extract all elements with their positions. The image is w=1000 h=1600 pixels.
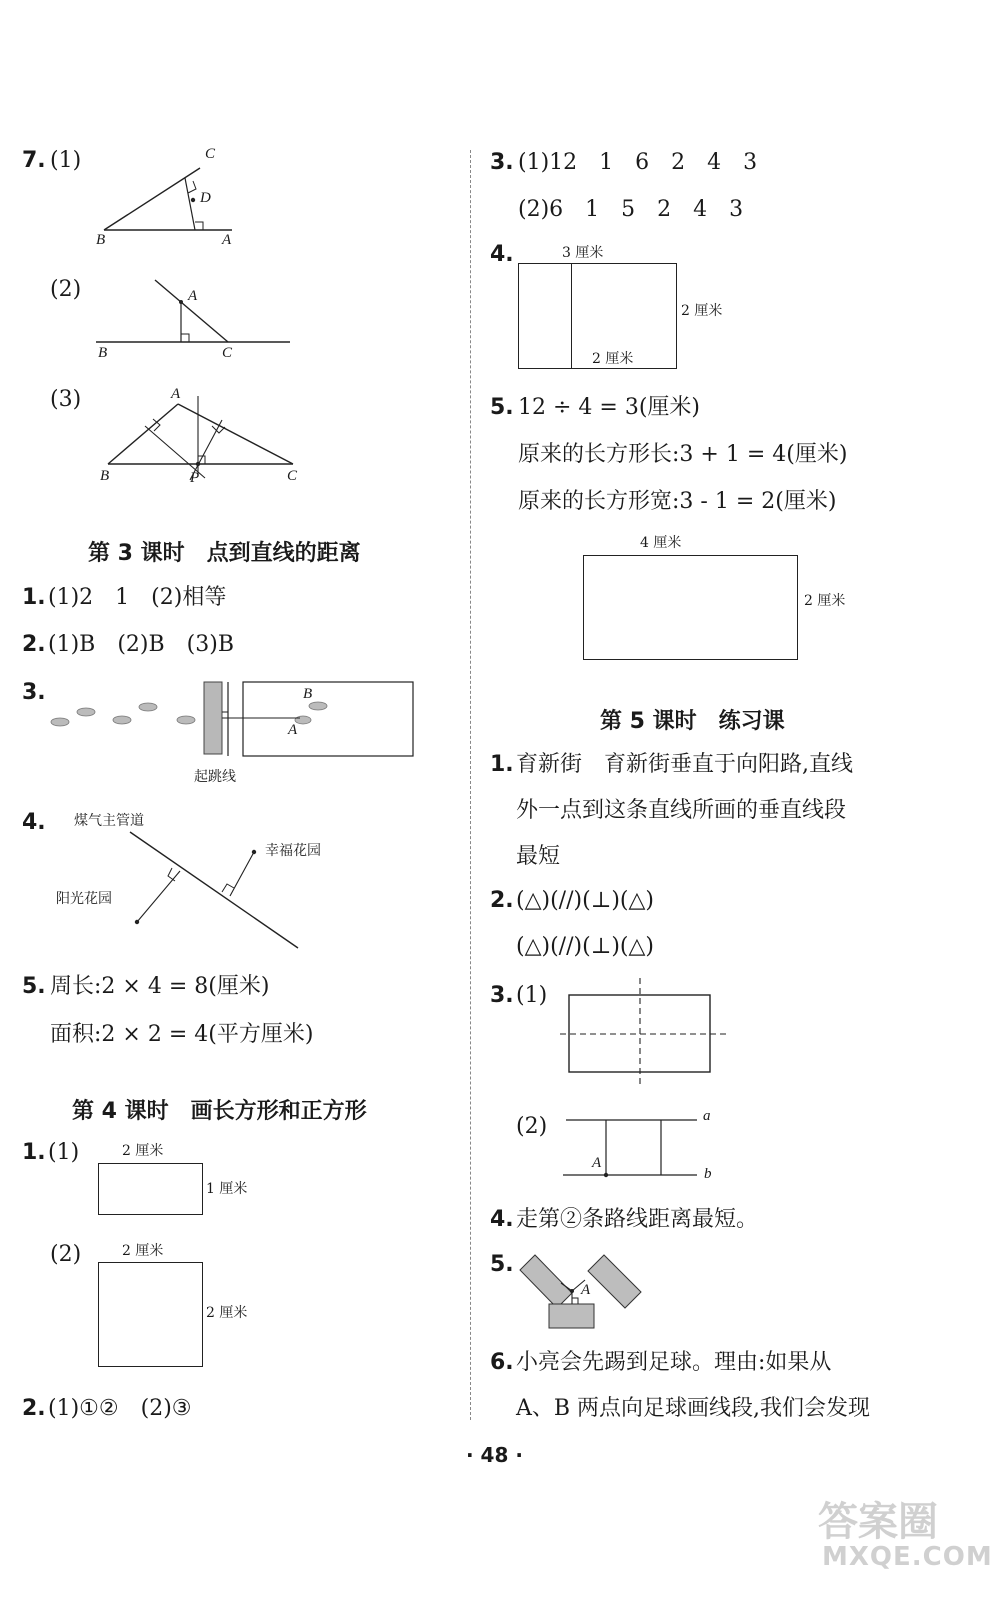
l5-q3-part2-label: (2) (516, 1114, 548, 1139)
l4-q1-number: 1. (22, 1140, 46, 1165)
l5-q3-label-A: A (592, 1155, 602, 1171)
l5-q3-label-b: b (704, 1166, 712, 1182)
r-q5-line2: 原来的长方形长:3 + 1 = 4(厘米) (518, 442, 848, 467)
watermark-logo: 答案圈 (818, 1499, 938, 1545)
q7-part1-label: (1) (50, 148, 82, 173)
l3-q5-line1: 周长:2 × 4 = 8(厘米) (50, 974, 270, 999)
q7-fig3-label-c: C (287, 468, 298, 484)
page-number: · 48 · (466, 1443, 523, 1467)
l3-q4-number: 4. (22, 810, 46, 835)
q7-number: 7. (22, 148, 46, 173)
q7-fig2-label-c: C (222, 345, 233, 361)
r-q4-top-label: 3 厘米 (562, 245, 604, 261)
l4-q2-answer: (1)①② (2)③ (48, 1396, 192, 1421)
l4-q1-rect2-side: 2 厘米 (206, 1305, 248, 1321)
q7-fig2-label-b: B (98, 345, 108, 361)
q7-part2-label: (2) (50, 277, 82, 302)
l5-q4-number: 4. (490, 1207, 514, 1232)
l3-q2-answer: (1)B (2)B (3)B (48, 632, 234, 657)
l3-q4-xingfu-label: 幸福花园 (265, 843, 321, 859)
lesson5-title: 第 5 课时 练习课 (600, 709, 785, 734)
q7-fig3-label-b: B (100, 468, 110, 484)
l5-q5-label-a: A (581, 1282, 591, 1298)
r-q5-top-label: 4 厘米 (640, 535, 682, 551)
lesson3-title: 第 3 课时 点到直线的距离 (88, 541, 361, 566)
l3-q4-pipe-label: 煤气主管道 (74, 813, 144, 829)
l4-q2-number: 2. (22, 1396, 46, 1421)
r-q4-side-label: 2 厘米 (681, 303, 723, 319)
r-q5-side-label: 2 厘米 (804, 593, 846, 609)
l4-q1-rect1-side: 1 厘米 (206, 1181, 248, 1197)
q7-fig3-label-a: A (171, 386, 181, 402)
l3-q3-label-b: B (303, 686, 313, 702)
l5-q6-line1: 小亮会先踢到足球。理由:如果从 (516, 1350, 832, 1375)
q7-fig1-label-d: D (200, 190, 211, 206)
l5-q1-line3: 最短 (516, 844, 561, 869)
l5-q1-line2: 外一点到这条直线所画的垂直线段 (516, 798, 847, 823)
l5-q6-line2: A、B 两点向足球画线段,我们会发现 (516, 1396, 871, 1421)
watermark-url: MXQE.COM (822, 1542, 993, 1572)
l5-q5-number: 5. (490, 1252, 514, 1277)
l3-q1-number: 1. (22, 585, 46, 610)
r-q3-line1: (1)12 1 6 2 4 3 (518, 150, 758, 175)
l3-q4-yangguang-label: 阳光花园 (56, 891, 112, 907)
l5-q3-label-a: a (703, 1108, 711, 1124)
r-q3-line2: (2)6 1 5 2 4 3 (518, 197, 744, 222)
r-q5-line1: 12 ÷ 4 = 3(厘米) (518, 395, 700, 420)
l5-q6-number: 6. (490, 1350, 514, 1375)
q7-fig1-label-c: C (205, 146, 216, 162)
l5-q4-answer: 走第②条路线距离最短。 (516, 1207, 759, 1232)
l3-q5-line2: 面积:2 × 2 = 4(平方厘米) (50, 1022, 314, 1047)
l4-q1-rect1-top: 2 厘米 (122, 1143, 164, 1159)
l5-q1-line1: 育新街 育新街垂直于向阳路,直线 (516, 752, 853, 777)
lesson4-title: 第 4 课时 画长方形和正方形 (72, 1099, 367, 1124)
l4-q1-part1-label: (1) (48, 1140, 80, 1165)
r-q5-number: 5. (490, 395, 514, 420)
l5-q1-number: 1. (490, 752, 514, 777)
q7-fig1-label-b: B (96, 232, 106, 248)
l4-q1-part2-label: (2) (50, 1242, 82, 1267)
q7-fig3-label-p: P (190, 470, 200, 486)
l3-q2-number: 2. (22, 632, 46, 657)
l5-q2-line1: (△)(//)(⊥)(△) (516, 888, 655, 913)
l5-q2-line2: (△)(//)(⊥)(△) (516, 934, 655, 959)
l3-q3-number: 3. (22, 680, 46, 705)
r-q5-line3: 原来的长方形宽:3 - 1 = 2(厘米) (518, 489, 837, 514)
l4-q1-rect2-top: 2 厘米 (122, 1243, 164, 1259)
r-q3-number: 3. (490, 150, 514, 175)
q7-fig2-label-a: A (188, 288, 198, 304)
l3-q3-caption: 起跳线 (194, 769, 236, 785)
l5-q3-part1-label: (1) (516, 983, 548, 1008)
l3-q1-answer: (1)2 1 (2)相等 (48, 585, 227, 610)
r-q4-number: 4. (490, 242, 514, 267)
l5-q2-number: 2. (490, 888, 514, 913)
q7-fig1-label-a: A (222, 232, 232, 248)
l3-q5-number: 5. (22, 974, 46, 999)
q7-part3-label: (3) (50, 387, 82, 412)
l5-q3-number: 3. (490, 983, 514, 1008)
l3-q3-label-a: A (288, 722, 298, 738)
r-q4-bottom-label: 2 厘米 (592, 351, 634, 367)
